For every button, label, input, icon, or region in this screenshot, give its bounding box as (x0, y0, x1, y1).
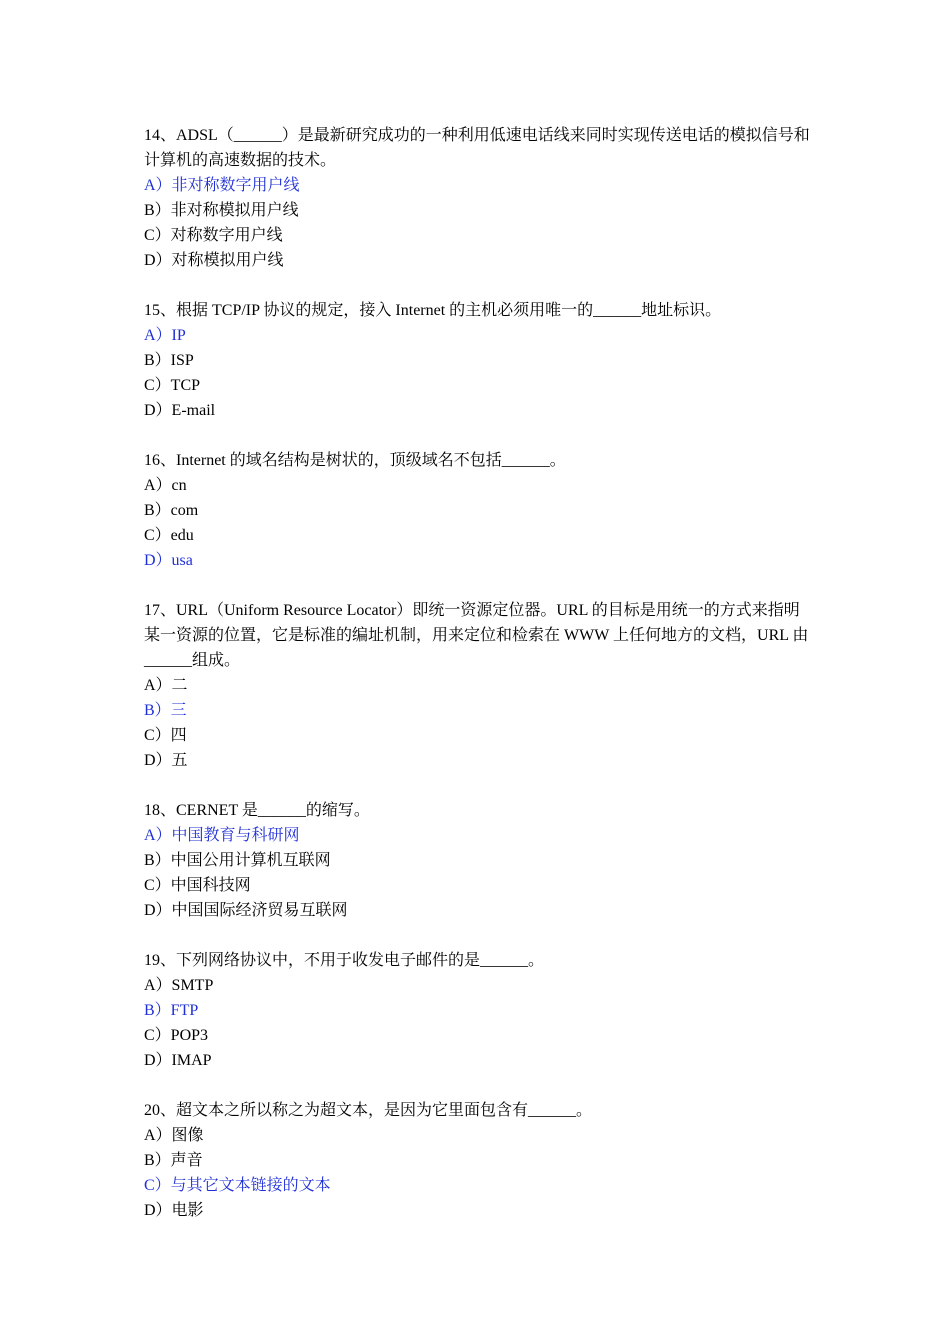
question-stem: 14、ADSL（______）是最新研究成功的一种利用低速电话线来同时实现传送电话的模拟信号和计算机的高速数据的技术。 (144, 127, 810, 169)
option-a-correct: A）中国教育与科研网 (144, 827, 300, 844)
option-b-correct: B）三 (144, 702, 187, 719)
question-stem: 18、CERNET 是______的缩写。 (144, 802, 370, 819)
option-b: B）非对称模拟用户线 (144, 202, 299, 219)
option-c: C）中国科技网 (144, 877, 251, 894)
option-a-correct: A）非对称数字用户线 (144, 177, 300, 194)
option-c: C）edu (144, 527, 194, 544)
question-stem: 20、超文本之所以称之为超文本，是因为它里面包含有______。 (144, 1102, 593, 1119)
question-19 (144, 948, 810, 1073)
question-stem: 15、根据 TCP/IP 协议的规定，接入 Internet 的主机必须用唯一的______地址标识。 (144, 302, 722, 319)
question-20 (144, 1098, 810, 1223)
question-stem: 16、Internet 的域名结构是树状的，顶级域名不包括______。 (144, 452, 566, 469)
option-b: B）ISP (144, 352, 194, 369)
option-c: C）TCP (144, 377, 201, 394)
option-d: D）对称模拟用户线 (144, 252, 284, 269)
option-d: D）IMAP (144, 1052, 212, 1069)
question-stem: 17、URL（Uniform Resource Locator）即统一资源定位器。URL 的目标是用统一的方式来指明某一资源的位置，它是标准的编址机制，用来定位和检索在 WWW 上任何地方的文档，URL 由______组成。 (144, 602, 809, 669)
option-b-correct: B）FTP (144, 1002, 199, 1019)
document-page (144, 123, 810, 1248)
question-18 (144, 798, 810, 923)
question-16 (144, 448, 810, 573)
option-a: A）二 (144, 677, 188, 694)
question-14 (144, 123, 810, 273)
option-d: D）中国国际经济贸易互联网 (144, 902, 348, 919)
option-d: D）电影 (144, 1202, 204, 1219)
option-d: D）五 (144, 752, 188, 769)
option-a: A）cn (144, 477, 187, 494)
option-b: B）中国公用计算机互联网 (144, 852, 331, 869)
option-c: C）对称数字用户线 (144, 227, 283, 244)
option-d-correct: D）usa (144, 552, 193, 569)
question-17 (144, 598, 810, 773)
option-b: B）com (144, 502, 199, 519)
option-d: D）E-mail (144, 402, 216, 419)
option-c: C）四 (144, 727, 187, 744)
option-a: A）SMTP (144, 977, 214, 994)
question-15 (144, 298, 810, 423)
option-b: B）声音 (144, 1152, 203, 1169)
option-a: A）图像 (144, 1127, 204, 1144)
option-a-correct: A）IP (144, 327, 186, 344)
option-c: C）POP3 (144, 1027, 209, 1044)
option-c-correct: C）与其它文本链接的文本 (144, 1177, 331, 1194)
question-stem: 19、下列网络协议中，不用于收发电子邮件的是______。 (144, 952, 545, 969)
